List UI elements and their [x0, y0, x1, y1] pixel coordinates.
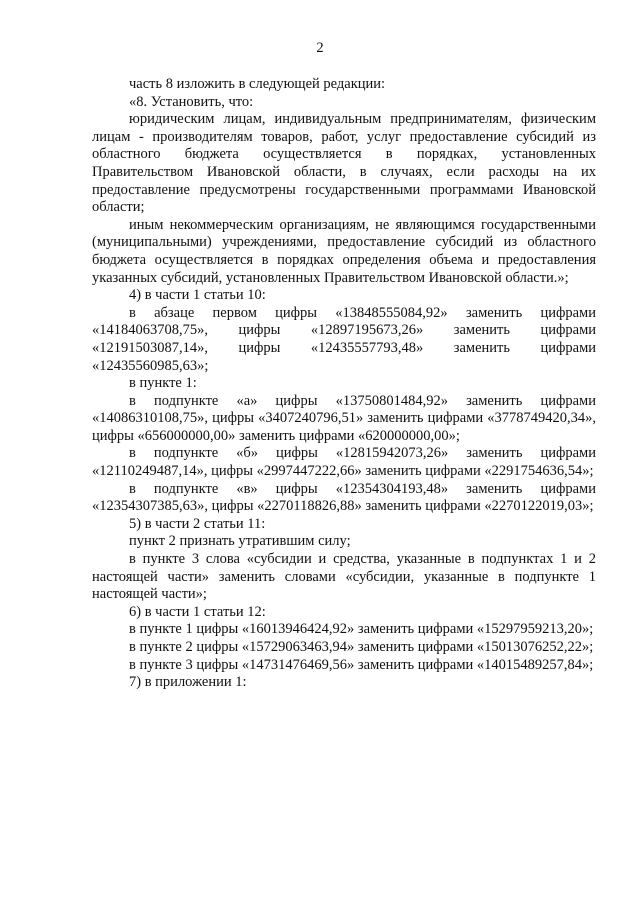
paragraph: 5) в части 2 статьи 11:: [129, 515, 266, 532]
paragraph: в подпункте «в» цифры «12354304193,48» заменить цифрами «12354307385,63», цифры «2270118826,88» заменить цифрами «2270122019,03»;: [92, 480, 596, 515]
paragraph: в подпункте «б» цифры «12815942073,26» заменить цифрами «12110249487,14», цифры «2997447222,66» заменить цифрами «2291754636,54»;: [92, 445, 596, 480]
paragraph: 7) в приложении 1:: [129, 674, 247, 691]
paragraph: часть 8 изложить в следующей редакции:: [129, 76, 386, 92]
paragraph: в пункте 1:: [129, 375, 197, 392]
page-number: 2: [316, 40, 324, 56]
paragraph: в пункте 3 цифры «14731476469,56» заменить цифрами «14015489257,84»;: [129, 656, 594, 673]
paragraph: в абзаце первом цифры «13848555084,92» заменить цифрами «14184063708,75», цифры «12897195673,26» заменить цифрами «12191503087,14», цифры «12435557793,48» заменить цифрами «12435560985,63»;: [92, 304, 596, 374]
paragraph: пункт 2 признать утратившим силу;: [129, 533, 351, 550]
paragraph: иным некоммерческим организациям, не являющимся государственными (муниципальными) учреждениями, предоставление субсидий из областного бюджета осуществляется в порядках определения объема и предоставления указанных субсидий, установленных Правительством Ивановской области.»;: [92, 216, 596, 286]
paragraph: в пункте 3 слова «субсидии и средства, указанные в подпунктах 1 и 2 настоящей части» заменить словами «субсидии, указанные в подпункте 1 настоящей части»;: [92, 551, 596, 603]
paragraph: в пункте 1 цифры «16013946424,92» заменить цифрами «15297959213,20»;: [129, 621, 594, 638]
paragraph: юридическим лицам, индивидуальным предпринимателям, физическим лицам - производителям товаров, работ, услуг предоставление субсидий из областного бюджета осуществляется в порядках, установленных Правительством Ивановской области, в случаях, если расходы на их предоставление предусмотрены государственными программами Ивановской области;: [92, 111, 596, 216]
paragraph: 6) в части 1 статьи 12:: [129, 603, 266, 620]
paragraph: «8. Установить, что:: [129, 93, 254, 110]
paragraph: 4) в части 1 статьи 10:: [129, 287, 266, 304]
document-body: [92, 76, 596, 692]
paragraph: в подпункте «а» цифры «13750801484,92» заменить цифрами «14086310108,75», цифры «3407240796,51» заменить цифрами «3778749420,34», цифры «656000000,00» заменить цифрами «620000000,00»;: [92, 392, 596, 444]
paragraph: в пункте 2 цифры «15729063463,94» заменить цифрами «15013076252,22»;: [129, 639, 594, 655]
